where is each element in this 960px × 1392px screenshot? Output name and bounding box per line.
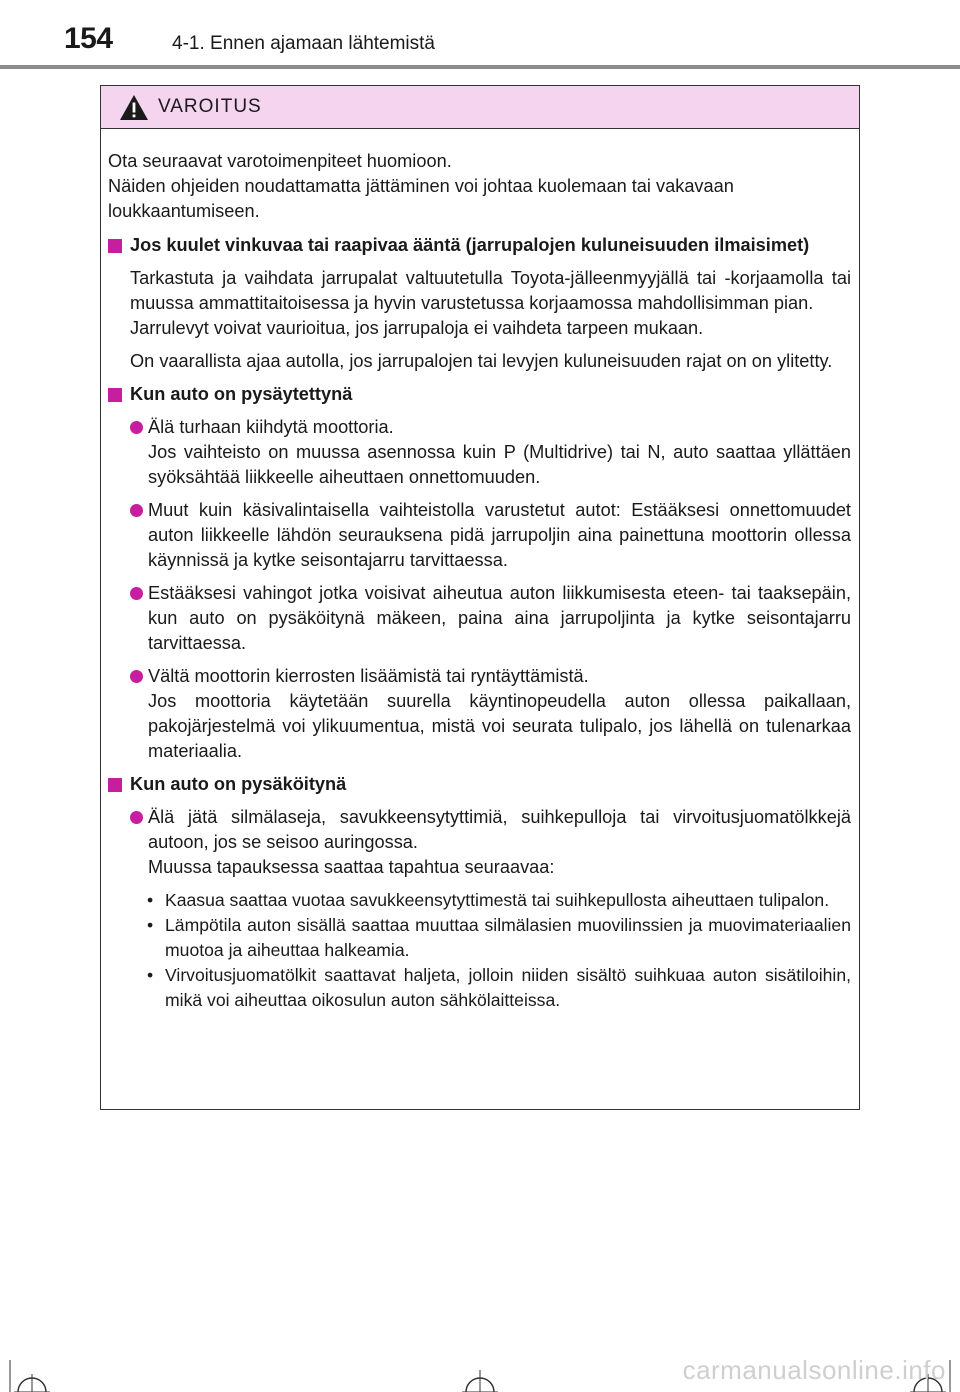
bullet-line: Vältä moottorin kierrosten lisäämistä tai ryntäyttämistä. [148,666,589,686]
paragraph [130,266,851,341]
list-item [130,415,851,490]
list-item [130,581,851,656]
crop-mark-icon [460,1360,500,1392]
sub-list-item [147,888,851,913]
intro-line: Näiden ohjeiden noudattamatta jättäminen voi johtaa kuolemaan tai vakavaan loukkaantumiseen. [108,176,734,221]
sub-bullet-icon: • [147,915,154,935]
sub-list-text: Lämpötila auton sisällä saattaa muuttaa silmälasien muovilinssien ja muovimateriaalien muotoa ja aiheuttaa halkeamia. [165,915,851,960]
section-square-icon [108,239,122,253]
warning-body [101,129,859,1013]
bullet-line: Estääksesi vahingot jotka voisivat aiheutua auton liikkumisesta eteen- tai taaksepäin, kun auto on pysäköitynä mäkeen, paina aina jarrupoljinta ja kytke seisontajarru tarvittaessa. [148,583,851,653]
paragraph-line: On vaarallista ajaa autolla, jos jarrupalojen tai levyjen kuluneisuuden rajat on on ylitetty. [130,351,833,371]
bullet-line: Muut kuin käsivalintaisella vaihteistolla varustetut autot: Estääksesi onnettomuudet auton liikkeelle lähdön seurauksena pidä jarrupoljin aina painettuna moottorin ollessa käynnissä ja kytke seisontajarru tarvittaessa. [148,500,851,570]
sub-list [147,888,851,1013]
list-item [130,498,851,573]
page-number: 154 [64,22,113,55]
section-heading: Jos kuulet vinkuvaa tai raapivaa ääntä (jarrupalojen kuluneisuuden ilmaisimet) [130,235,810,255]
sub-list-text: Virvoitusjuomatölkit saattavat haljeta, jolloin niiden sisältö suihkuaa auton sisätiloihin, mikä voi aiheuttaa oikosulun auton sähkölaitteissa. [165,965,851,1010]
header-divider [0,65,960,69]
sub-list-text: Kaasua saattaa vuotaa savukkeensytyttimestä tai suihkepullosta aiheuttaen tulipalon. [165,890,830,910]
section-parked [108,772,851,797]
bullet-dot-icon [130,504,143,517]
section-brake-noise [108,233,851,258]
sub-list-item [147,913,851,963]
bullet-line: Jos vaihteisto on muussa asennossa kuin P (Multidrive) tai N, auto saattaa yllättäen syöksähtää liikkeelle aiheuttaen onnettomuuden. [148,442,851,487]
bullet-dot-icon [130,587,143,600]
warning-triangle-icon [119,94,149,121]
bullet-line: Älä turhaan kiihdytä moottoria. [148,417,394,437]
section-heading: Kun auto on pysäköitynä [130,774,347,794]
bullet-dot-icon [130,811,143,824]
bullet-dot-icon [130,421,143,434]
paragraph-line: Tarkastuta ja vaihdata jarrupalat valtuutetulla Toyota-jälleenmyyjällä tai -korjaamolla tai muussa ammattitaitoisessa ja hyvin varustetussa korjaamossa mahdollisimman pian. [130,268,851,313]
bullet-line: Jos moottoria käytetään suurella käyntinopeudella auton ollessa paikallaan, pakojärjestelmä voi ylikuumentua, mistä voi seurata tulipalo, jos lähellä on tulenarkaa materiaalia. [148,691,851,761]
section-square-icon [108,778,122,792]
bullet-dot-icon [130,670,143,683]
bullet-line: Muussa tapauksessa saattaa tapahtua seuraavaa: [148,857,555,877]
section-square-icon [108,388,122,402]
list-item [130,664,851,764]
crop-mark-icon [0,1360,60,1392]
section-heading: Kun auto on pysäytettynä [130,384,353,404]
sub-bullet-icon: • [147,965,154,985]
bullet-line: Älä jätä silmälaseja, savukkeensytyttimiä, suihkepulloja tai virvoitusjuomatölkkejä autoon, jos se seisoo auringossa. [148,807,851,852]
sub-bullet-icon: • [147,890,154,910]
watermark: carmanualsonline.info [682,1355,946,1385]
warning-label: VAROITUS [158,96,262,117]
paragraph [130,349,851,374]
section-title: 4-1. Ennen ajamaan lähtemistä [172,33,435,54]
warning-box [100,85,860,1110]
paragraph-line: Jarrulevyt voivat vaurioitua, jos jarrupaloja ei vaihdeta tarpeen mukaan. [130,318,704,338]
list-item [130,805,851,880]
warning-header [101,86,859,129]
section-stopped [108,382,851,407]
intro-line: Ota seuraavat varotoimenpiteet huomioon. [108,151,452,171]
sub-list-item [147,963,851,1013]
